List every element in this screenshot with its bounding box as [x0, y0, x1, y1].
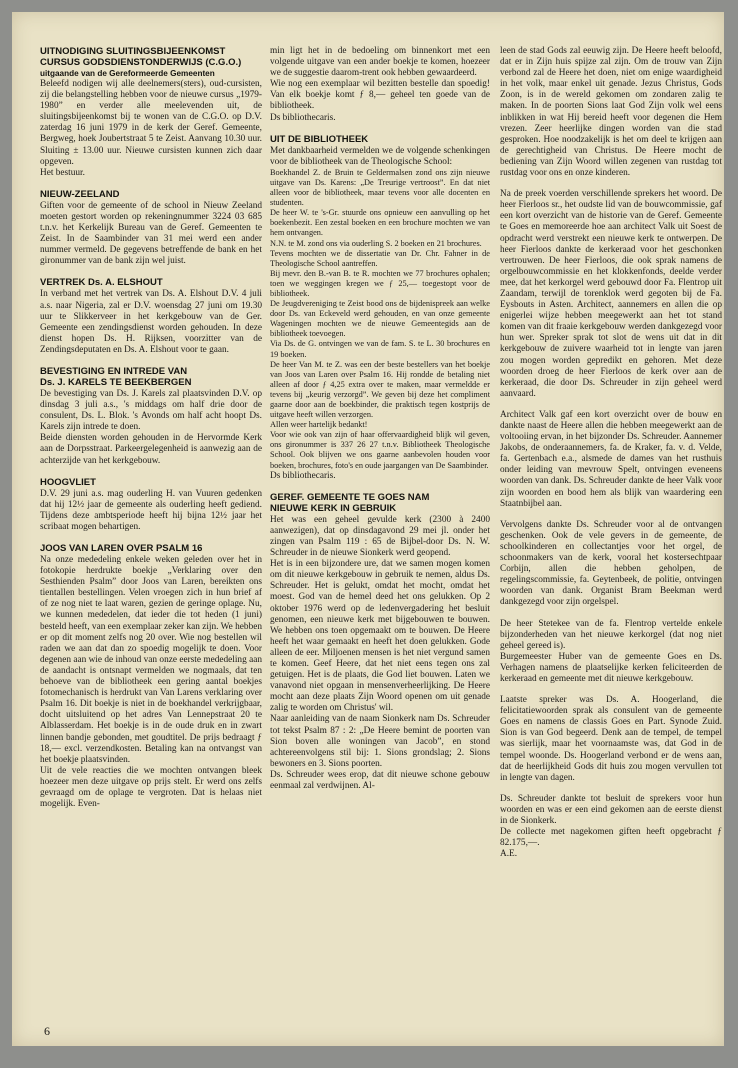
paragraph-bevestiging-karels: De bevestiging van Ds. J. Karels zal plaatsvinden D.V. op dinsdag 3 juli a.s., 's middags om half drie door de consulent, Ds. L. Blok. 's Avonds om half acht hoopt Ds. Karels zijn intrede te doen. Beide diensten worden gehouden in de Hervormde Kerk aan de Dorpsstraat. Parkeergelegenheid is aanwezig aan de achterzijde van het kerkgebouw. [40, 388, 262, 466]
paragraph-architect-valk: Architect Valk gaf een kort overzicht over de bouw en dankte naast de Heere allen die hebben meegewerkt aan de voltooiing ervan, in het bijzonder Ds. Schreuder. Aannemer Jakobs, de onderaannemers, fa. de Kraker, fa. v. d. Velde, fa. Gertenbach e.a., alsmede de dames van het rusthuis onder leiding van mevrouw Spelt, ontvingen eveneens woorden van dank. Ds. Schreuder dankte de heer Valk voor zijn woorden en bood hem als blijk van waardering een Staatnbijbel aan. [500, 409, 722, 509]
heading-nieuw-zeeland: NIEUW-ZEELAND [40, 188, 120, 200]
signature-bibliothecaris-1: Ds bibliothecaris. [270, 112, 336, 123]
heading-goes-nieuwe-kerk: GEREF. GEMEENTE TE GOES NAM NIEUWE KERK IN GEBRUIK [270, 491, 430, 514]
paragraph-continuation: min ligt het in de bedoeling om binnenkort met een volgende uitgave van een ander boekje te komen, hoezeer we de suggestie daarom-trent ook hebben gewaardeerd. [270, 46, 490, 79]
heading-uit-de-bibliotheek: UIT DE BIBLIOTHEEK [270, 133, 369, 145]
heading-joos-van-laren: JOOS VAN LAREN OVER PSALM 16 [40, 543, 203, 554]
paragraph-collecte: Ds. Schreuder dankte tot besluit de sprekers voor hun woorden en was er een eind gekomen aan de eerste dienst in de Sionkerk. De collecte met nagekomen giften heeft opgebracht ƒ 82.175,—. [500, 793, 722, 849]
page-number: 6 [44, 1024, 50, 1038]
signature-bibliothecaris-2: Ds bibliothecaris. [270, 470, 336, 481]
paragraph-fierloos: Na de preek voerden verschillende sprekers het woord. De heer Fierloos sr., het oudste lid van de bouwcommissie, gaf een kort overzicht van de historie van de Geref. Gemeente te Goes en memoreerde hoe aan architect Valk uit Soest de opdracht werd verstrekt een nieuwe kerk te ontwerpen. De heer Fierloos dankte de kerkeraad voor het geschonken vertrouwen. De heer Fierloos, die ook sprak namens de orgelbouwcommissie en het klokkenfonds, deelde verder mee, dat het kerkorgel werd gebouwd door Fa. Flentrop uit Zaandam, terwijl de torenklok werd gegoten bij de Fa. Eysbouts in Asten. Architect, aannemers en allen die op enigerlei wijze hebben meegewerkt aan het tot stand komen van dit fraaie kerkgebouw werden dankgezegd voor hun wer. Spreker sprak tot slot de wens uit dat in dit kerkgebouw de zuivere waarheid tot in lengte van jaren zou mogen worden gepredikt en gehoren. Met deze woorden droeg de heer Fierloos de kerk over aan de kerkeraad, die door Ds. Schreuder in zijn geheel werd aanvaard. [500, 189, 722, 399]
column-2 [270, 46, 490, 792]
paragraph-bestelle: Wie nog een exemplaar wil bezitten bestelle dan spoedig! Van elk boekje komt ƒ 8,— geheel ten goede van de bibliotheek. [270, 79, 490, 112]
heading-vertrek-elshout: VERTREK Ds. A. ELSHOUT [40, 277, 163, 289]
heading-sluitingsbijeenkomst: UITNODIGING SLUITINGSBIJEENKOMST CURSUS GODSDIENSTONDERWIJS (C.G.O.) [40, 46, 242, 68]
paragraph-uitnodiging: Beleefd nodigen wij alle deelnemers(sters), oud-cursisten, zij die belangstelling hebben voor de nieuwe cursus „1979-1980” en verder alle meelevenden uit, de sluitingsbijeenkomst bij te wonen van de C.G.O. op D.V. zaterdag 16 juni 1979 in de kerk der Geref. Gemeente, Bergweg, hoek Joubertstraat 5 te Zeist. Aanvang 10.30 uur. Sluiting ± 13.00 uur. Nieuwe cursisten kunnen zich daar opgeven. [40, 79, 262, 167]
paragraph-geschenken: Vervolgens dankte Ds. Schreuder voor al de ontvangen geschenken. Ook de vele gevers in de gemeente, de schoolkinderen en collectantjes voor het orgel, de schoonmakers van de kerk, vooral het kostersechtpaar Corbijn, allen die hebben geholpen, de regelingscommissie, fa. Geytenbeek, de politie, ontvingen woorden van dank. Organist Bram Beekman werd dankgezegd voor zijn orgelspel. [500, 519, 722, 608]
paragraph-nieuw-zeeland: Giften voor de gemeente of de school in Nieuw Zeeland moeten gestort worden op rekeningnummer 3224 03 685 t.n.v. het Kerkelijk Bureau van de Geref. Gemeenten te Zeist. In de Saambinder van 31 mei werd een ander nummer vermeld. De gegevens betreffende de bank en het gironummer van de bank zijn wel juist. [40, 200, 262, 267]
column-3 [500, 46, 722, 860]
subheading-gereformeerde-gemeenten: uitgaande van de Gereformeerde Gemeenten [40, 69, 215, 78]
magazine-page [12, 12, 724, 1046]
signature-bestuur: Het bestuur. [40, 167, 85, 178]
paragraph-hoogerland: Laatste spreker was Ds. A. Hoogerland, die felicitatiewoorden sprak als consulent van de gemeente Goes en namens de classis Goes en Part. Synode Zuid. Sion is van God begeerd. Denk aan de tempel, de tempel was sierlijk, maar het voornaamste was, dat God in de tempel woonde. Ds. Hoogerland verbond er de wens aan, dat de heerlijkheid Gods dit huis zou mogen vervullen tot in lengte van dagen. [500, 695, 722, 783]
column-1 [40, 46, 262, 810]
paragraph-goes-nieuwe-kerk: Het was een geheel gevulde kerk (2300 à 2400 aanwezigen), dat op dinsdagavond 29 mei jl. onder het zingen van Psalm 119 : 65 de Bijbel-door Ds. N. W. Schreuder in de nieuwe Sionkerk werd geopend. Het is in een bijzondere ure, dat we samen mogen komen om dit nieuwe kerkgebouw in gebruik te nemen, aldus Ds. Schreuder. Het is gelukt, omdat het mocht, omdat het moest. God van de hemel deed het ons gelukken. Op 2 oktober 1976 werd op de ledenvergadering het besluit genomen, een nieuwe kerk met bijgebouwen te bouwen. We hebben ons toen opgemaakt om te bouwen. De Heere heeft het waar gemaakt en heeft het doen gelukken. Gode alleen de eer. Miljoenen mensen is het niet vergund samen te komen. Geef Heere, dat het niet eens tegen ons zal getuigen. Het is de plaats, die God liet bouwen. Laten we vanavond niet opgaan in mensenverheerlijking. De Heere mocht aan deze plaats Zijn Woord openen om uit genade zalig te worden om Christus' wil. Naar aanleiding van de naam Sionkerk nam Ds. Schreuder tot tekst Psalm 87 : 2: „De Heere bemint de poorten van Sion boven alle woningen van Jacob”, en stond achtereenvolgens stil bij: 1. Sions grondslag; 2. Sions bewoners en 3. Sions poorten. Ds. Schreuder wees erop, dat dit nieuwe schone gebouw eenmaal zal verdwijnen. Al- [270, 514, 490, 791]
paragraph-stad-gods: leen de stad Gods zal eeuwig zijn. De Heere heeft beloofd, dat er in Zijn huis spijze zal zijn. Om de trouw van Zijn verbond zal de Heere het doen, niet om enige waardigheid in het volk, maar enkel uit genade. Jezus Christus, Gods Zoon, is in de wereld gekomen om zondaren zalig te maken. In de poorten Sions laat God Zijn volk wel eens inblikken in wat Hij bereid heeft voor degenen die Hem vrezen. Zeer heerlijke dingen worden van die stad gesproken. Hoe noodzakelijk is het om deel te krijgen aan de gerechtigheid van Christus. De Heere mocht de bediening van Zijn Woord willen zegenen van rustdag tot rustdag voor ons en onze kinderen. [500, 46, 722, 179]
paragraph-kerkorgel: De heer Stetekee van de fa. Flentrop vertelde enkele bijzonderheden van het nieuwe kerkorgel (dat nog niet geheel gereed is). Burgemeester Huber van de gemeente Goes en Ds. Verhagen namens de plaatselijke kerken feliciteerden de kerkeraad en gemeente met dit nieuwe kerkgebouw. [500, 618, 722, 684]
paragraph-bibliotheek-intro: Met dankbaarheid vermelden we de volgende schenkingen voor de bibliotheek van de Theologische School: [270, 145, 490, 167]
paragraph-schenkingen: Boekhandel Z. de Bruin te Geldermalsen zond ons zijn nieuwe uitgave van Ds. Karens: „De Treurige vertroost”. En dat niet alleen voor de bibliotheek, maar tevens voor alle docenten en studenten. De heer W. te 's-Gr. stuurde ons opnieuw een aanvulling op het boekenbezit. Een zestal boeken en een brochure mochten we van hem ontvangen. N.N. te M. zond ons via ouderling S. 2 boeken en 21 brochures. Tevens mochten we de dissertatie van Dr. Chr. Fahner in de Theologische School aantreffen. Bij mevr. den B.-van B. te R. mochten we 77 brochures ophalen; toen we weggingen kregen we ƒ 25,— toegestopt voor de bibliotheek. De Jeugdvereniging te Zeist bood ons de bijdenispreek aan welke door Ds. van Eckeveld werd gehouden, en van onze gemeente Wageningen mochten we de nieuwe Gemeentegids aan de bibliotheek toevoegen. Via Ds. de G. ontvingen we van de fam. S. te L. 30 brochures en 19 boeken. De heer Van M. te Z. was een der beste bestellers van het boekje van Joos van Laren over Psalm 16. Hij rondde de betaling niet alleen af door ƒ 4,25 extra over te maken, maar vermeldde er tevens bij „keurig verzorgd”. We geven bij deze het compliment gaarne door aan de boekbinder, die praktisch tegen kostprijs de uitgave heeft willen verzorgen. Allen weer hartelijk bedankt! Voor wie ook van zijn of haar offervaardigheid blijk wil geven, ons gironummer is 337 26 27 t.n.v. Bibliotheek Theologische School. Ook blijven we ons gaarne aanbevolen houden voor boeken, brochures, foto's en oude jaargangen van De Saambinder. [270, 167, 490, 470]
heading-hoogvliet: HOOGVLIET [40, 476, 96, 488]
heading-bevestiging-karels: BEVESTIGING EN INTREDE VAN Ds. J. KARELS TE BEEKBERGEN [40, 365, 192, 388]
signature-ae: A.E. [500, 849, 518, 860]
paragraph-hoogvliet: D.V. 29 juni a.s. mag ouderling H. van Vuuren gedenken dat hij 12½ jaar de gemeente als ouderling heeft gediend. Tijdens deze ambtsperiode heeft hij bijna 12½ jaar het scribaat mogen behartigen. [40, 488, 262, 532]
paragraph-vertrek-elshout: In verband met het vertrek van Ds. A. Elshout D.V. 4 juli a.s. naar Nigeria, zal er D.V. woensdag 27 juni om 19.30 uur te Slikkerveer in het kerkgebouw van de Ger. Gemeente een zendingsdienst worden gehouden. In deze dienst hopen Ds. H. Rijksen, voorzitter van de Zendingsdeputaten en Ds. A. Elshout voor te gaan. [40, 289, 262, 355]
paragraph-joos-van-laren: Na onze mededeling enkele weken geleden over het in fotokopie herdrukte boekje „Verklaring over den Sesthienden Psalm” door Joos van Laren, bereikten ons tientallen bestellingen. Velen vroegen zich in hun brief af of ze nog niet te laat waren, gezien de geringe oplage. Nu, we kunnen mededelen, dat ieder die tot heden (1 juni) besteld heeft, van een exemplaar zeker kan zijn. We hebben er op dit moment zelfs nog 20 over. Wie nog bestellen wil raden we aan dat dan zo spoedig mogelijk te doen. Voor degenen aan wie de inhoud van onze eerste mededeling aan de aandacht is ontsnapt vermelden we nogmaals, dat ten behoeve van de bibliotheek een gering aantal boekjes fotomechanisch is herdrukt van Van Larens verklaring over Psalm 16. Dit boekje is niet in de boekhandel verkrijgbaar, docht uitsluitend op het adres Van Lennepstraat 20 te Alblasserdam. Het boekje is in de oude druk en in zwart linnen bandje gebonden, met goudtitel. De prijs bedraagt ƒ 18,— excl. verzendkosten. Betaling kan na ontvangst van het boekje plaatsvinden. Uit de vele reacties die we mochten ontvangen bleek hoezeer men deze uitgave op prijs stelt. Er werd ons zelfs gevraagd om de oplage te vergroten. Dat is helaas niet mogelijk. Even- [40, 555, 262, 810]
